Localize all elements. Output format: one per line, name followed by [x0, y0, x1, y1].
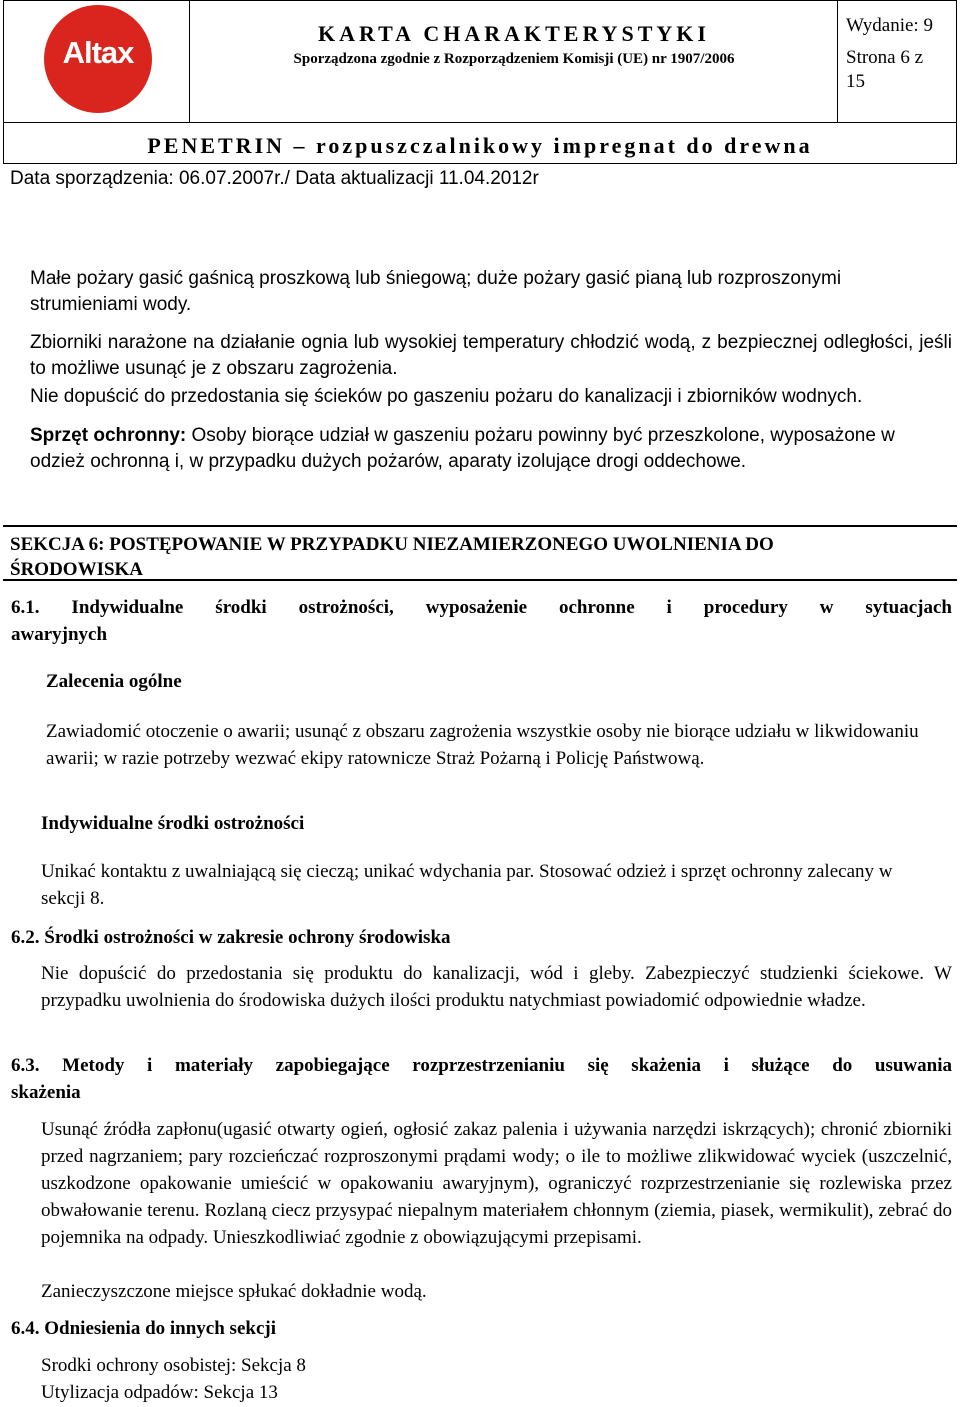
document-dates: Data sporządzenia: 06.07.2007r./ Data aktualizacji 11.04.2012r — [10, 168, 539, 189]
heading-6-3-line2: skażenia — [11, 1082, 81, 1103]
page-number-line2: 15 — [846, 71, 865, 92]
paragraph-6-3-methods: Usunąć źródła zapłonu(ugasić otwarty ogień, ogłosić zakaz palenia i używania narzędzi iskrzących); chronić zbiorniki przed nagrzaniem; pary rozcieńczać rozproszonymi prądami wody; o ile to możliwe zlikwidować wyciek (uszczelnić, uszkodzone opakowanie umieścić w opakowaniu awaryjnym), ograniczyć rozprzestrzenianie się rozlewiska przez obwałowanie terenu. Rozlaną ciecz przysypać niepalnym materiałem chłonnym (ziemia, piasek, wermikulit), zebrać do pojemnika na odpady. Unieszkodliwiać zgodnie z obowiązującymi przepisami. — [41, 1119, 952, 1248]
page-number-line1: Strona 6 z — [846, 47, 924, 68]
heading-6-2: 6.2. Środki ostrożności w zakresie ochrony środowiska — [11, 927, 451, 948]
altax-logo — [44, 5, 152, 113]
heading-general-recommendations: Zalecenia ogólne — [46, 671, 182, 692]
paragraph-sewage: Nie dopuścić do przedostania się ścieków po gaszeniu pożaru do kanalizacji i zbiorników wodnych. — [30, 386, 863, 407]
section-6-banner — [3, 525, 957, 581]
document-header — [3, 0, 957, 164]
edition-info — [838, 1, 958, 122]
reference-section-8: Srodki ochrony osobistej: Sekcja 8 — [41, 1355, 306, 1376]
protective-equipment-text: Osoby biorące udział w gaszeniu pożaru powinny być przeszkolone, wyposażone w odzież ochronną i, w przypadku dużych pożarów, aparaty izolujące drogi oddechowe. — [30, 425, 895, 472]
reference-section-13: Utylizacja odpadów: Sekcja 13 — [41, 1382, 278, 1403]
paragraph-fire-extinguishing: Małe pożary gasić gaśnicą proszkową lub śniegową; duże pożary gasić pianą lub rozproszonymi strumieniami wody. — [30, 268, 842, 315]
product-title: PENETRIN – rozpuszczalnikowy impregnat do drewna — [147, 133, 813, 158]
protective-equipment-label: Sprzęt ochronny: — [30, 425, 187, 446]
heading-individual-precautions: Indywidualne środki ostrożności — [41, 813, 305, 834]
heading-6-1-line1: 6.1. Indywidualne środki ostrożności, wyposażenie ochronne i procedury w sytuacjach — [11, 597, 952, 618]
edition-label: Wydanie: 9 — [846, 15, 933, 36]
logo-cell — [4, 1, 190, 122]
document-title: KARTA CHARAKTERYSTYKI — [318, 21, 710, 46]
paragraph-protective-equipment — [30, 423, 955, 475]
heading-6-4: 6.4. Odniesienia do innych sekcji — [11, 1318, 276, 1339]
paragraph-6-2: Nie dopuścić do przedostania się produktu do kanalizacji, wód i gleby. Zabezpieczyć studzienki ściekowe. W przypadku uwolnienia do środowiska dużych ilości produktu natychmiast powiadomić odpowiednie władze. — [41, 963, 952, 1011]
product-row — [4, 122, 956, 165]
paragraph-individual-precautions: Unikać kontaktu z uwalniającą się cieczą; unikać wdychania par. Stosować odzież i sprzęt ochronny zalecany w sekcji 8. — [41, 861, 893, 909]
heading-6-3-line1: 6.3. Metody i materiały zapobiegające rozprzestrzenianiu się skażenia i służące do usuwania — [11, 1055, 952, 1076]
paragraph-6-3-rinse: Zanieczyszczone miejsce spłukać dokładnie wodą. — [41, 1281, 427, 1302]
section-6-title: SEKCJA 6: POSTĘPOWANIE W PRZYPADKU NIEZAMIERZONEGO UWOLNIENIA DO ŚRODOWISKA — [10, 534, 774, 580]
logo-text: Altax — [62, 35, 134, 70]
heading-6-1-line2: awaryjnych — [11, 624, 108, 645]
paragraph-general-recommendations: Zawiadomić otoczenie o awarii; usunąć z obszaru zagrożenia wszystkie osoby nie biorące udziału w likwidowaniu awarii; w razie potrzeby wezwać ekipy ratownicze Straż Pożarną i Policję Państwową. — [46, 721, 919, 769]
title-cell — [190, 1, 838, 122]
document-subtitle: Sporządzona zgodnie z Rozporządzeniem Komisji (UE) nr 1907/2006 — [293, 51, 735, 67]
paragraph-tanks-cooling: Zbiorniki narażone na działanie ognia lub wysokiej temperatury chłodzić wodą, z bezpiecznej odległości, jeśli to możliwe usunąć je z obszaru zagrożenia. — [30, 332, 952, 379]
